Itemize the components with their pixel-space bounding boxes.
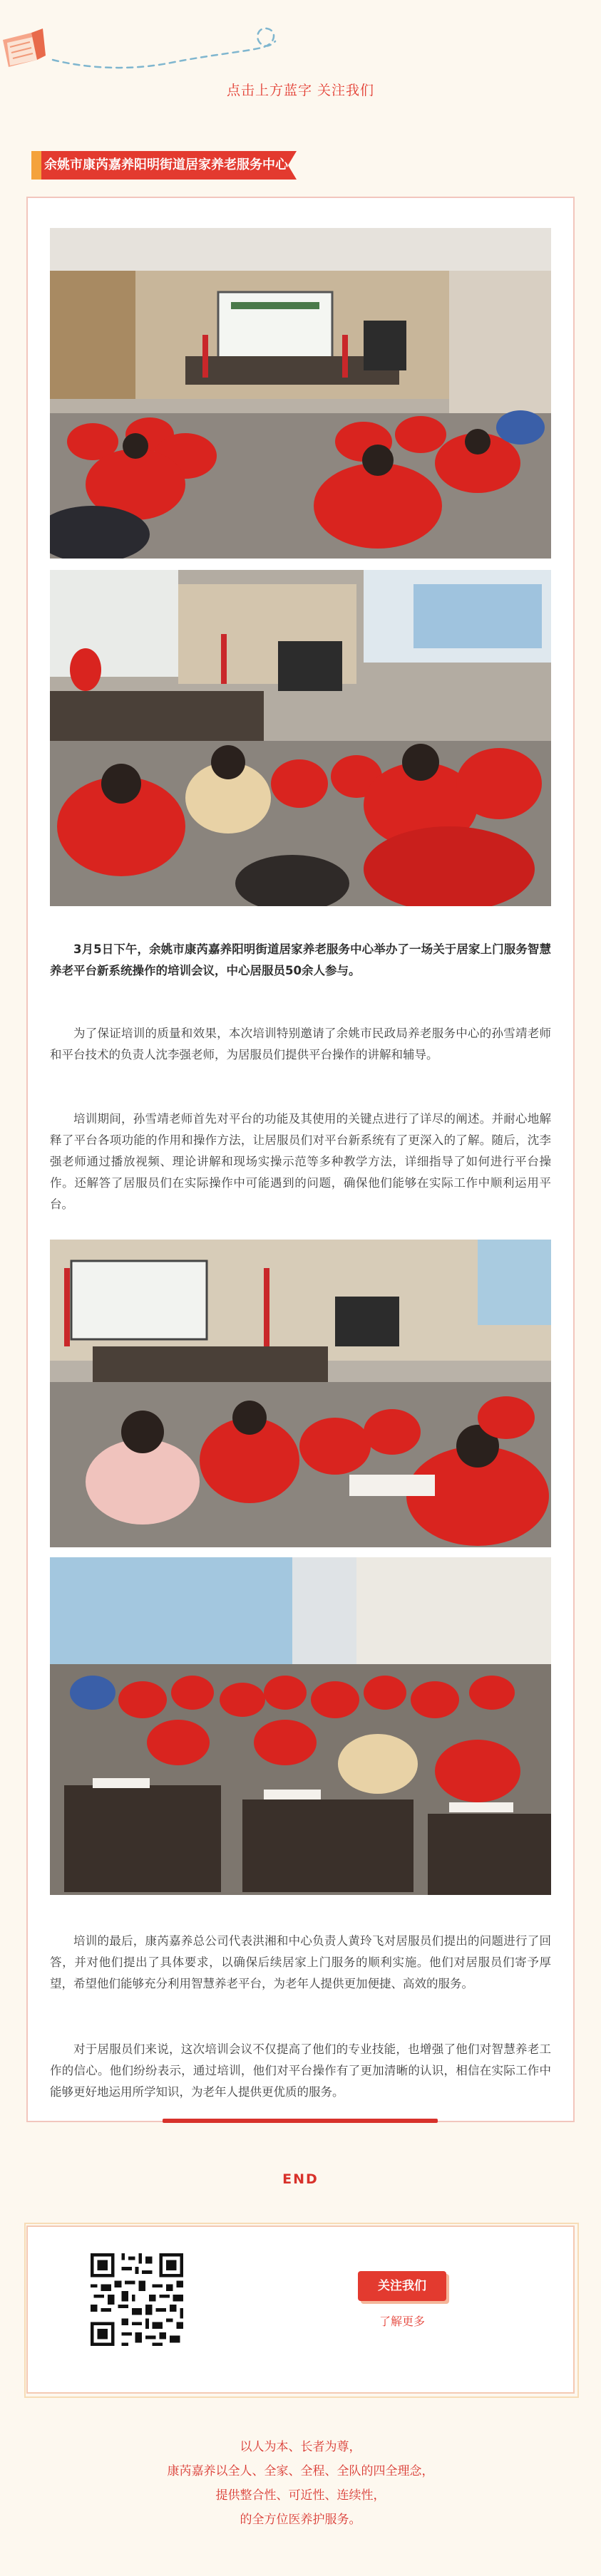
article-paragraph-4	[50, 2039, 551, 2103]
end-label: END	[282, 2171, 319, 2187]
paragraph-text: 培训期间，孙雪靖老师首先对平台的功能及其使用的关键点进行了详尽的阐述。并耐心地解释了平台各项功能的作用和操作方法，让居服员们对平台新系统有了更深入的了解。随后，沈李强老师通过播放视频、理论讲解和现场实操示范等多种教学方法，详细指导了如何进行平台操作。还解答了居服员们在实际操作中可能遇到的问题，确保他们能够在实际工作中顺利运用平台。	[50, 1112, 551, 1211]
slogan-line-3: 提供整合性、可近性、连续性，	[215, 2488, 386, 2503]
slogan-line-2: 康芮嘉养以全人、全家、全程、全队的四全理念，	[167, 2464, 434, 2478]
article-paragraph-3	[50, 1931, 551, 1995]
follow-tip[interactable]: 点击上方蓝字 关注我们	[226, 83, 375, 98]
article-paragraph-1	[50, 1023, 551, 1066]
slogan-line-4: 的全方位医养护服务。	[240, 2513, 361, 2527]
paragraph-text: 对于居服员们来说，这次培训会议不仅提高了他们的专业技能，也增强了他们对智慧养老工作的信心。他们纷纷表示，通过培训，他们对平台操作有了更加清晰的认识，相信在实际工作中能够更好地运用所学知识，为老年人提供更优质的服务。	[50, 2042, 551, 2099]
book-icon	[0, 27, 56, 78]
qr-code-icon[interactable]	[87, 2250, 187, 2349]
training-photo-2	[50, 570, 551, 906]
paragraph-text: 培训的最后，康芮嘉养总公司代表洪湘和中心负责人黄玲飞对居服员们提出的问题进行了回答，并对他们提出了具体要求，以确保后续居家上门服务的顺利实施。他们对居服员们寄予厚望，希望他们能够充分利用智慧养老平台，为老年人提供更加便捷、高效的服务。	[50, 1934, 551, 1990]
banner-title: 余姚市康芮嘉养阳明街道居家养老服务中心	[44, 157, 288, 172]
intro-text: 3月5日下午，余姚市康芮嘉养阳明街道居家养老服务中心举办了一场关于居家上门服务智慧养老平台新系统操作的培训会议，中心居服员50余人参与。	[50, 942, 551, 977]
paragraph-text: 为了保证培训的质量和效果，本次培训特别邀请了余姚市民政局养老服务中心的孙雪靖老师和平台技术的负责人沈李强老师，为居服员们提供平台操作的讲解和辅导。	[50, 1027, 551, 1061]
training-photo-1	[50, 228, 551, 559]
learn-more-link[interactable]: 了解更多	[379, 2315, 425, 2328]
slogan-line-1: 以人为本、长者为尊，	[240, 2440, 361, 2454]
dashed-swirl-decoration	[50, 20, 285, 77]
article-intro	[50, 939, 551, 982]
card-divider	[163, 2119, 438, 2123]
training-photo-3	[50, 1240, 551, 1547]
article-paragraph-2	[50, 1108, 551, 1215]
training-photo-4	[50, 1557, 551, 1895]
follow-us-button[interactable]: 关注我们	[358, 2271, 446, 2301]
slogan	[0, 2435, 601, 2532]
